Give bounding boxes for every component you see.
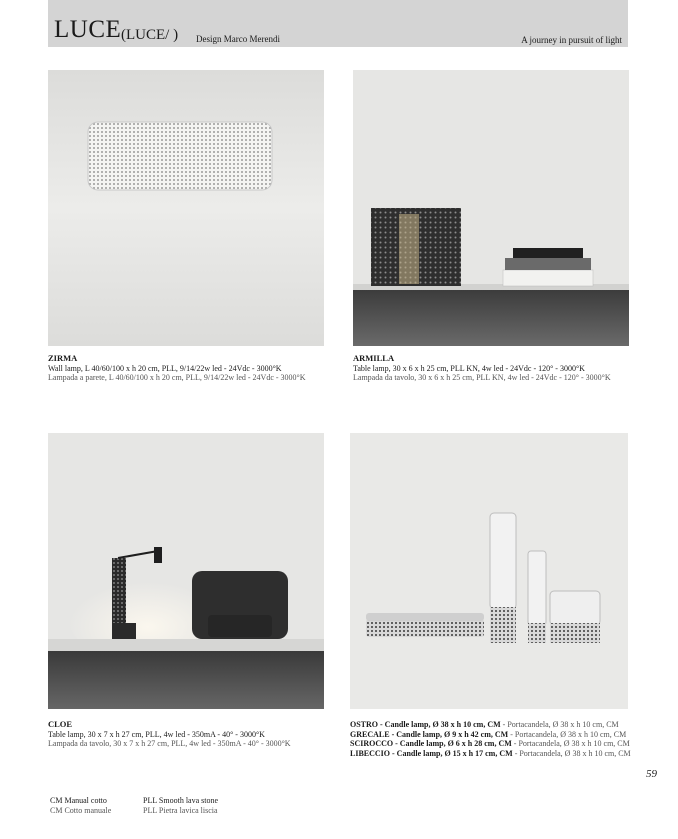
page-number: 59 [646,768,657,780]
page-title: LUCE [54,16,122,43]
candles-photo [350,433,628,709]
legend-cm [50,796,111,816]
cloe-spec-en: Table lamp, 30 x 7 x h 27 cm, PLL, 4w led - 350mA - 40° - 3000°K [48,729,265,739]
zirma-spec-it: Lampada a parete, L 40/60/100 x h 20 cm, PLL, 9/14/22w led - 24Vdc - 3000°K [48,373,306,382]
tagline: A journey in pursuit of light [521,35,622,45]
cloe-illustration [48,433,324,709]
legend-cm-en: CM Manual cotto [50,796,107,805]
candle-row: SCIROCCO - Candle lamp, Ø 6 x h 28 cm, CM - Portacandela, Ø 38 x h 10 cm, CM [350,739,630,748]
candle-row: GRECALE - Candle lamp, Ø 9 x h 42 cm, CM - Portacandela, Ø 38 x h 10 cm, CM [350,729,627,739]
legend-cm-it: CM Cotto manuale [50,806,112,815]
legend-pll-en: PLL Smooth lava stone [143,796,219,805]
cloe-name: CLOE [48,719,73,729]
zirma-illustration [48,70,324,346]
candles-caption [350,720,631,758]
zirma-photo [48,70,324,346]
armilla-illustration [353,70,629,346]
cloe-spec-it: Lampada da tavolo, 30 x 7 x h 27 cm, PLL, 4w led - 350mA - 40° - 3000°K [48,739,291,748]
zirma-spec-en: Wall lamp, L 40/60/100 x h 20 cm, PLL, 9/14/22w led - 24Vdc - 3000°K [48,363,282,373]
armilla-spec-it: Lampada da tavolo, 30 x 6 x h 25 cm, PLL KN, 4w led - 24Vdc - 120° - 3000°K [353,373,611,382]
legend-pll [143,796,218,816]
zirma-caption [48,354,306,383]
cloe-photo [48,433,324,709]
designer-credit: Design Marco Merendi [196,34,280,44]
header-bar [48,0,628,47]
candle-row: OSTRO - Candle lamp, Ø 38 x h 10 cm, CM - Portacandela, Ø 38 x h 10 cm, CM [350,720,619,729]
candle-row: LIBECCIO - Candle lamp, Ø 15 x h 17 cm, CM - Portacandela, Ø 38 x h 10 cm, CM [350,748,631,758]
zirma-name: ZIRMA [48,353,78,363]
armilla-name: ARMILLA [353,353,395,363]
armilla-caption [353,354,611,383]
legend-pll-it: PLL Pietra lavica liscia [143,806,218,815]
armilla-spec-en: Table lamp, 30 x 6 x h 25 cm, PLL KN, 4w led - 24Vdc - 120° - 3000°K [353,363,585,373]
page-subtitle: (LUCE/ ) [121,27,179,43]
candles-illustration [350,433,628,709]
armilla-photo [353,70,629,346]
cloe-caption [48,720,291,749]
